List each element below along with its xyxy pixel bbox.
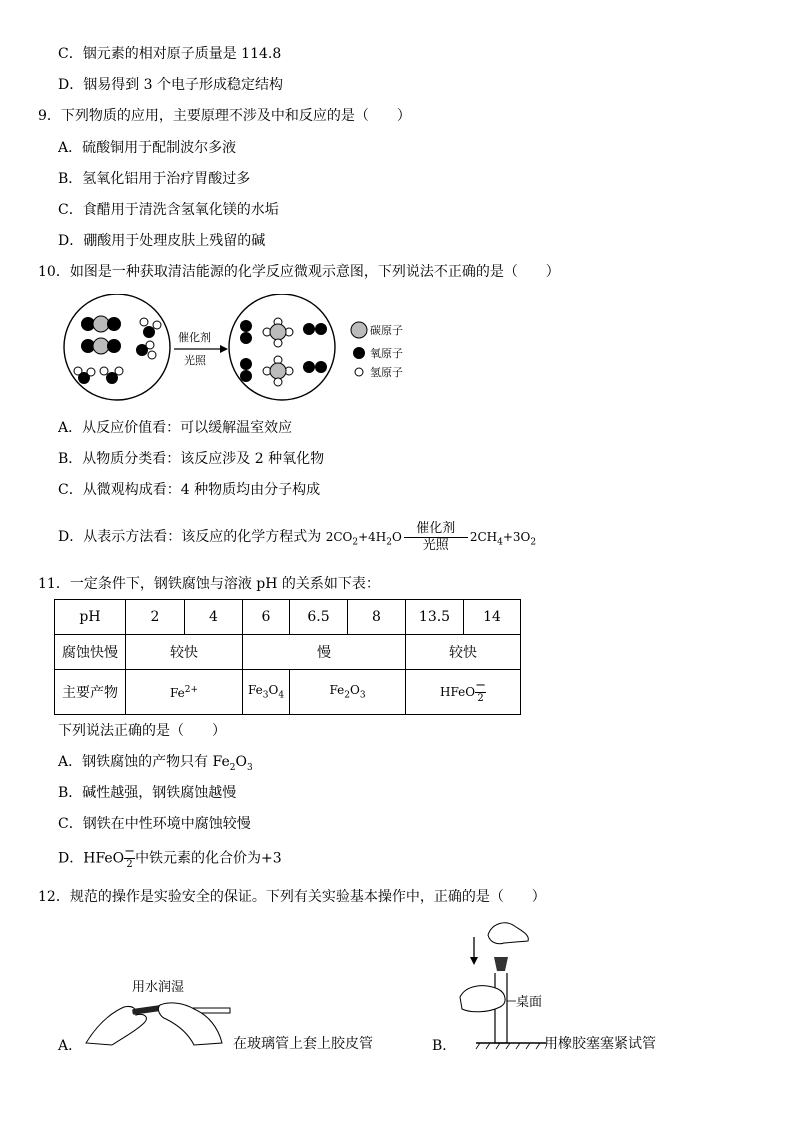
table-cell: 6.5	[290, 600, 348, 635]
ph-corrosion-table	[54, 599, 521, 715]
o2-molecule	[303, 323, 327, 335]
h2o-molecule	[136, 341, 156, 359]
table-cell: HFeO $\frac{-}{2}$	[406, 670, 521, 715]
table-cell: 2	[126, 600, 185, 635]
q11-option-b: B．碱性越强，钢铁腐蚀越慢	[58, 785, 237, 801]
o2-molecule	[303, 361, 327, 373]
q9-stem: 9．下列物质的应用，主要原理不涉及中和反应的是（ ）	[38, 108, 411, 124]
arrow-label-top: 催化剂	[178, 331, 211, 344]
glass-tube-figure	[84, 975, 234, 1047]
co2-molecule	[81, 338, 121, 354]
table-hatching	[476, 1043, 540, 1049]
legend-carbon-label: 碳原子	[370, 324, 403, 337]
table-header-speed: 腐蚀快慢	[55, 635, 126, 670]
q11-option-d: D．HFeO $\frac{-}{2}$ 中铁元素的化合价为+3	[58, 844, 282, 870]
table-cell: $Fe_2O_3$	[290, 670, 406, 715]
table-row	[55, 670, 521, 715]
q10-option-b: B．从物质分类看：该反应涉及 2 种氧化物	[58, 451, 325, 467]
q9-option-a: A．硫酸铜用于配制波尔多液	[58, 140, 237, 156]
q10-option-c: C．从微观构成看：4 种物质均由分子构成	[58, 482, 321, 498]
h2o-molecule	[140, 318, 161, 338]
table-cell: 较快	[406, 635, 521, 670]
q8-option-d: D．铟易得到 3 个电子形成稳定结构	[58, 77, 284, 93]
legend-hydrogen-label: 氢原子	[370, 366, 403, 379]
q12-option-a-text: 在玻璃管上套上胶皮管	[233, 1036, 373, 1052]
table-cell: 14	[464, 600, 521, 635]
q8-option-c: C．铟元素的相对原子质量是 114.8	[58, 46, 282, 62]
legend-carbon-icon	[351, 322, 367, 338]
table-cell: 13.5	[406, 600, 464, 635]
q12-stem: 12．规范的操作是实验安全的保证。下列有关实验基本操作中，正确的是（ ）	[38, 889, 546, 905]
figure-a-label: 用水润湿	[132, 980, 185, 995]
q10-option-d	[58, 512, 536, 567]
q10-stem: 10．如图是一种获取清洁能源的化学反应微观示意图，下列说法不正确的是（ ）	[38, 264, 560, 280]
q10-option-d-prefix: D．从表示方法看：该反应的化学方程式为	[58, 529, 326, 545]
equation: $2CO_2+4H_2O$ 催化剂 光照 $2CH_4+3O_2$	[325, 521, 537, 553]
table-cell: 8	[348, 600, 406, 635]
test-tube-figure	[458, 915, 548, 1055]
equation-condition: 催化剂 光照	[404, 521, 468, 554]
table-cell: $Fe^{2+}$	[126, 670, 243, 715]
top-hand-icon	[488, 923, 528, 944]
rubber-stopper-icon	[494, 957, 508, 971]
table-header-product: 主要产物	[55, 670, 126, 715]
q9-option-c: C．食醋用于清洗含氢氧化镁的水垢	[58, 202, 279, 218]
ch4-molecule	[263, 318, 293, 347]
q9-option-b: B．氢氧化铝用于治疗胃酸过多	[58, 171, 251, 187]
table-header-ph: pH	[55, 600, 126, 635]
down-arrow-head	[470, 957, 478, 965]
q11-stem: 11．一定条件下，钢铁腐蚀与溶液 pH 的关系如下表：	[38, 576, 380, 592]
q10-option-a: A．从反应价值看：可以缓解温室效应	[58, 420, 293, 436]
legend-oxygen-label: 氧原子	[370, 347, 403, 360]
co2-molecule	[81, 316, 121, 332]
reaction-diagram	[60, 294, 420, 406]
h2o-molecule	[100, 367, 123, 384]
ch4-molecule	[263, 356, 293, 386]
arrow-label-bottom: 光照	[184, 354, 206, 367]
legend-oxygen-icon	[353, 347, 365, 359]
q9-option-d: D．硼酸用于处理皮肤上残留的碱	[58, 233, 266, 249]
table-cell: 6	[243, 600, 290, 635]
table-row	[55, 635, 521, 670]
q11-option-a: A．钢铁腐蚀的产物只有 $Fe_2O_3$	[58, 754, 253, 773]
lower-hand-icon	[460, 986, 505, 1012]
q11-option-c: C．钢铁在中性环境中腐蚀较慢	[58, 816, 251, 832]
figure-b-label: 桌面	[516, 995, 543, 1010]
arrow-head	[220, 345, 228, 353]
q12-option-b-text: 用橡胶塞塞紧试管	[544, 1036, 656, 1052]
o2-molecule	[240, 320, 252, 344]
table-cell: 慢	[243, 635, 406, 670]
legend-hydrogen-icon	[355, 368, 363, 376]
table-row	[55, 600, 521, 635]
table-cell: 4	[185, 600, 243, 635]
o2-molecule	[240, 358, 252, 382]
table-cell: 较快	[126, 635, 243, 670]
q12-option-b-letter: B．	[432, 1038, 457, 1054]
table-cell: $Fe_3O_4$	[243, 670, 290, 715]
q11-sub-stem: 下列说法正确的是（ ）	[58, 723, 226, 739]
q12-option-a-letter: A．	[58, 1038, 83, 1054]
product-circle	[229, 294, 335, 400]
